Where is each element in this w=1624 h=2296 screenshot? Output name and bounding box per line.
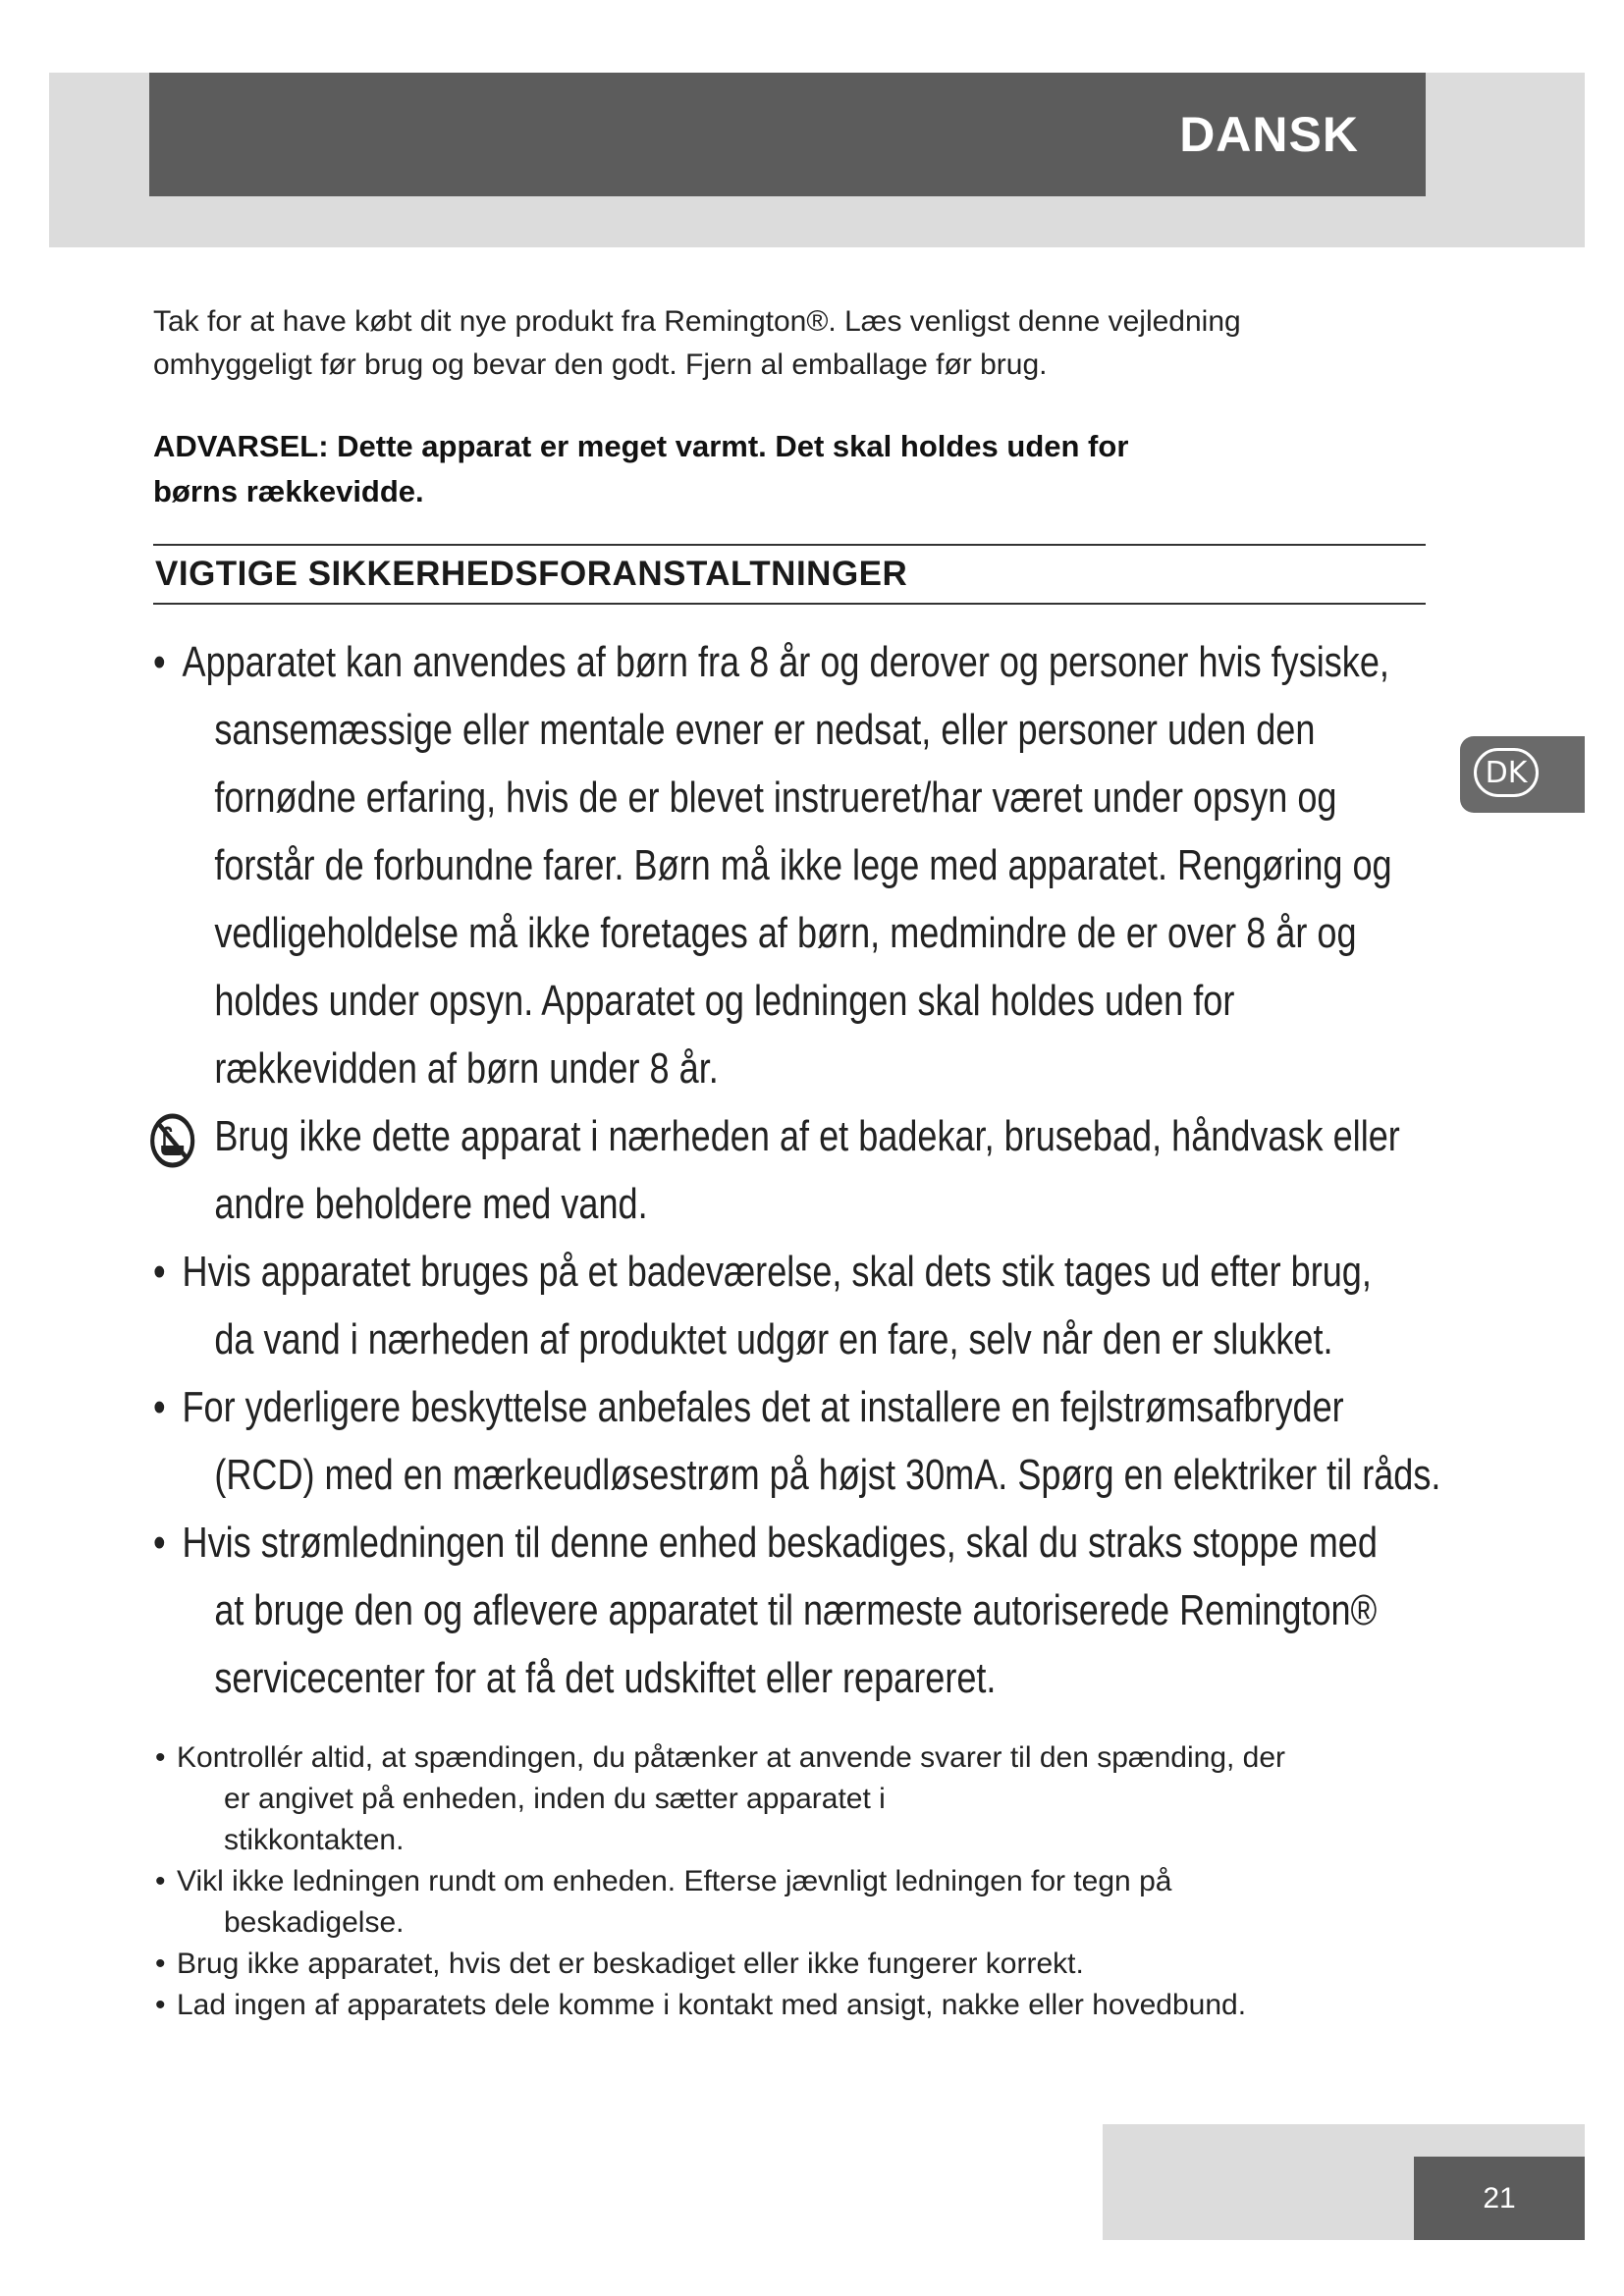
item-line: For yderligere beskyttelse anbefales det at installere en fejlstrømsafbryder <box>182 1383 1344 1431</box>
list-item <box>153 1509 1502 1712</box>
bullet: • <box>155 1741 166 1774</box>
item-line: forstår de forbundne farer. Børn må ikke lege med apparatet. Rengøring og <box>214 841 1392 889</box>
bullet: • <box>153 1383 166 1431</box>
item-line: Brug ikke apparatet, hvis det er beskadiget eller ikke fungerer korrekt. <box>177 1948 1084 1980</box>
intro-line: Tak for at have købt dit nye produkt fra Remington®. Læs venligst denne vejledning <box>153 305 1241 338</box>
section-title: VIGTIGE SIKKERHEDSFORANSTALTNINGER <box>153 544 1426 605</box>
language-title: DANSK <box>1179 107 1359 162</box>
language-code-badge: DK <box>1474 748 1539 797</box>
item-line: da vand i nærheden af produktet udgør en fare, selv når den er slukket. <box>214 1315 1333 1363</box>
bullet: • <box>153 638 166 686</box>
item-line: vedligeholdelse må ikke foretages af børn, medmindre de er over 8 år og <box>214 909 1357 957</box>
list-item <box>153 1944 1430 1985</box>
bullet: • <box>155 1989 166 2021</box>
list-item <box>153 1861 1430 1944</box>
intro-paragraph <box>153 300 1430 387</box>
list-item <box>153 628 1502 1102</box>
intro-line: omhyggeligt før brug og bevar den godt. Fjern al emballage før brug. <box>153 348 1048 381</box>
item-line: (RCD) med en mærkeudløsestrøm på højst 30mA. Spørg en elektriker til råds. <box>214 1451 1441 1499</box>
list-item <box>153 1985 1430 2026</box>
bullet: • <box>155 1865 166 1897</box>
item-line: rækkevidden af børn under 8 år. <box>214 1044 719 1093</box>
page-number: 21 <box>1483 2181 1516 2215</box>
list-item <box>153 1737 1430 1861</box>
item-line: Kontrollér altid, at spændingen, du påtænker at anvende svarer til den spænding, der <box>177 1741 1286 1774</box>
item-line: at bruge den og aflevere apparatet til nærmeste autoriserede Remington® <box>214 1586 1378 1634</box>
item-line: sansemæssige eller mentale evner er nedsat, eller personer uden den <box>214 706 1316 754</box>
item-line: Apparatet kan anvendes af børn fra 8 år og derover og personer hvis fysiske, <box>182 638 1389 686</box>
item-line: andre beholdere med vand. <box>214 1180 648 1228</box>
item-line: Hvis strømledningen til denne enhed beskadiges, skal du straks stoppe med <box>182 1519 1378 1567</box>
item-line: Brug ikke dette apparat i nærheden af et badekar, brusebad, håndvask eller <box>214 1112 1400 1160</box>
bullet: • <box>153 1519 166 1567</box>
item-line: Vikl ikke ledningen rundt om enheden. Efterse jævnligt ledningen for tegn på <box>177 1865 1172 1897</box>
language-header <box>149 73 1426 196</box>
warning-paragraph <box>153 424 1430 514</box>
warning-line: børns rækkevidde. <box>153 474 424 508</box>
list-item <box>153 1238 1502 1373</box>
item-line: holdes under opsyn. Apparatet og ledningen skal holdes uden for <box>214 977 1235 1025</box>
bullet: • <box>153 1248 166 1296</box>
list-item <box>153 1102 1502 1238</box>
item-line: er angivet på enheden, inden du sætter apparatet i <box>224 1783 886 1815</box>
item-line: beskadigelse. <box>224 1906 405 1939</box>
important-safety-list <box>153 628 1449 1712</box>
item-line: stikkontakten. <box>224 1824 405 1856</box>
item-line: fornødne erfaring, hvis de er blevet instrueret/har været under opsyn og <box>214 774 1337 822</box>
item-line: Lad ingen af apparatets dele komme i kontakt med ansigt, nakke eller hovedbund. <box>177 1989 1247 2021</box>
list-item <box>153 1373 1502 1509</box>
item-line: servicecenter for at få det udskiftet eller repareret. <box>214 1654 997 1702</box>
item-line: Hvis apparatet bruges på et badeværelse, skal dets stik tages ud efter brug, <box>182 1248 1372 1296</box>
bullet: • <box>155 1948 166 1980</box>
warning-line: ADVARSEL: Dette apparat er meget varmt. Det skal holdes uden for <box>153 429 1129 463</box>
page-number-box <box>1414 2157 1585 2240</box>
additional-safety-list <box>153 1737 1430 2026</box>
no-bathtub-icon <box>150 1113 195 1168</box>
